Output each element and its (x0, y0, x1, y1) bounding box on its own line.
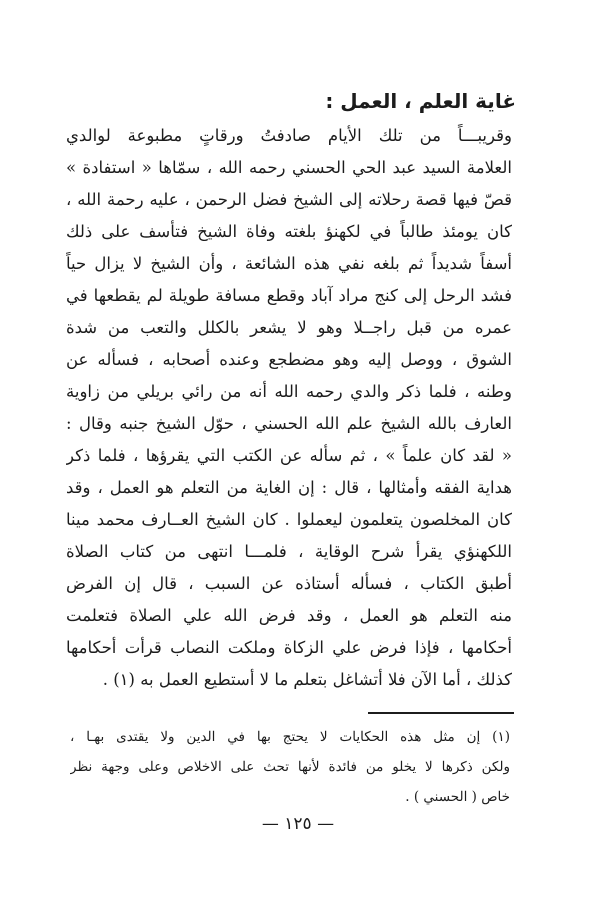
text-line: قصّ فيها قصة رحلاته إلى الشيخ فضل الرحمن ، عليه رحمة الله ، (66, 190, 512, 209)
text-line: منه التعلم هو العمل ، وقد فرض الله علي الصلاة فتعلمت (66, 606, 512, 625)
text-line: أحكامها ، فإذا فرض علي الزكاة وملكت النصاب قرأت أحكامها (66, 638, 512, 657)
text-line: كان المخلصون يتعلمون ليعملوا . كان الشيخ العــارف محمد مينا (66, 510, 512, 529)
footnote-divider (368, 712, 514, 714)
text-line: الشوق ، ووصل إليه وهو مضطجع وعنده أصحابه ، فسأله عن (66, 350, 512, 369)
text-line: كان يومئذ طالباً في لكهنؤ بلغته وفاة الشيخ فتأسف على ذلك (66, 222, 512, 241)
text-line: وطنه ، فلما ذكر والدي رحمه الله أنه من رائي بريلي من زاوية (66, 382, 512, 401)
footnote-line: (١) إن مثل هذه الحكايات لا يحتج بها في الدين ولا يقتدى بهـا ، (70, 729, 510, 745)
body-text (66, 120, 512, 696)
page-number: — ١٢٥ — (261, 814, 335, 834)
text-line: اللكهنؤي يقرأ شرح الوقاية ، فلمـــا انتهى من كتاب الصلاة (66, 542, 512, 561)
text-line: هداية الفقه وأمثالها ، قال : إن الغاية من التعلم هو العمل ، وقد (66, 478, 512, 497)
text-line: العلامة السيد عبد الحي الحسني رحمه الله ، سمّاها « استفادة » (66, 158, 512, 177)
text-line: أسفاً شديداً ثم بلغه نفي هذه الشائعة ، وأن الشيخ لا يزال حياً (66, 254, 512, 273)
text-line: عمره من قبل راجــلا وهو لا يشعر بالكلل والتعب من شدة (66, 318, 512, 337)
text-line: فشد الرحل إلى كنج مراد آباد وقطع مسافة طويلة لم يقطعها في (66, 286, 512, 305)
footnote-line: خاص ( الحسني ) . (405, 789, 510, 805)
footnote-line: ولكن ذكرها لا يخلو من فائدة لأنها تحث على الاخلاص وعلى وجهة نظر (70, 759, 510, 775)
footnote (70, 722, 510, 812)
section-heading: غاية العلم ، العمل : (325, 89, 516, 113)
text-line: أطبق الكتاب ، فسأله أستاذه عن السبب ، قال إن الفرض (66, 574, 512, 593)
text-line: العارف بالله الشيخ علم الله الحسني ، حوّل الشيخ جنبه وقال : (66, 414, 512, 433)
text-line: كذلك ، أما الآن فلا أتشاغل بتعلم ما لا أستطيع العمل به (١) . (102, 670, 512, 689)
text-line: وقريبـــاً من تلك الأيام صادفتُ ورقاتٍ مطبوعة لوالدي (66, 126, 512, 145)
text-line: « لقد كان علماً » ، ثم سأله عن الكتب التي يقرؤها ، فلما ذكر (66, 446, 512, 465)
